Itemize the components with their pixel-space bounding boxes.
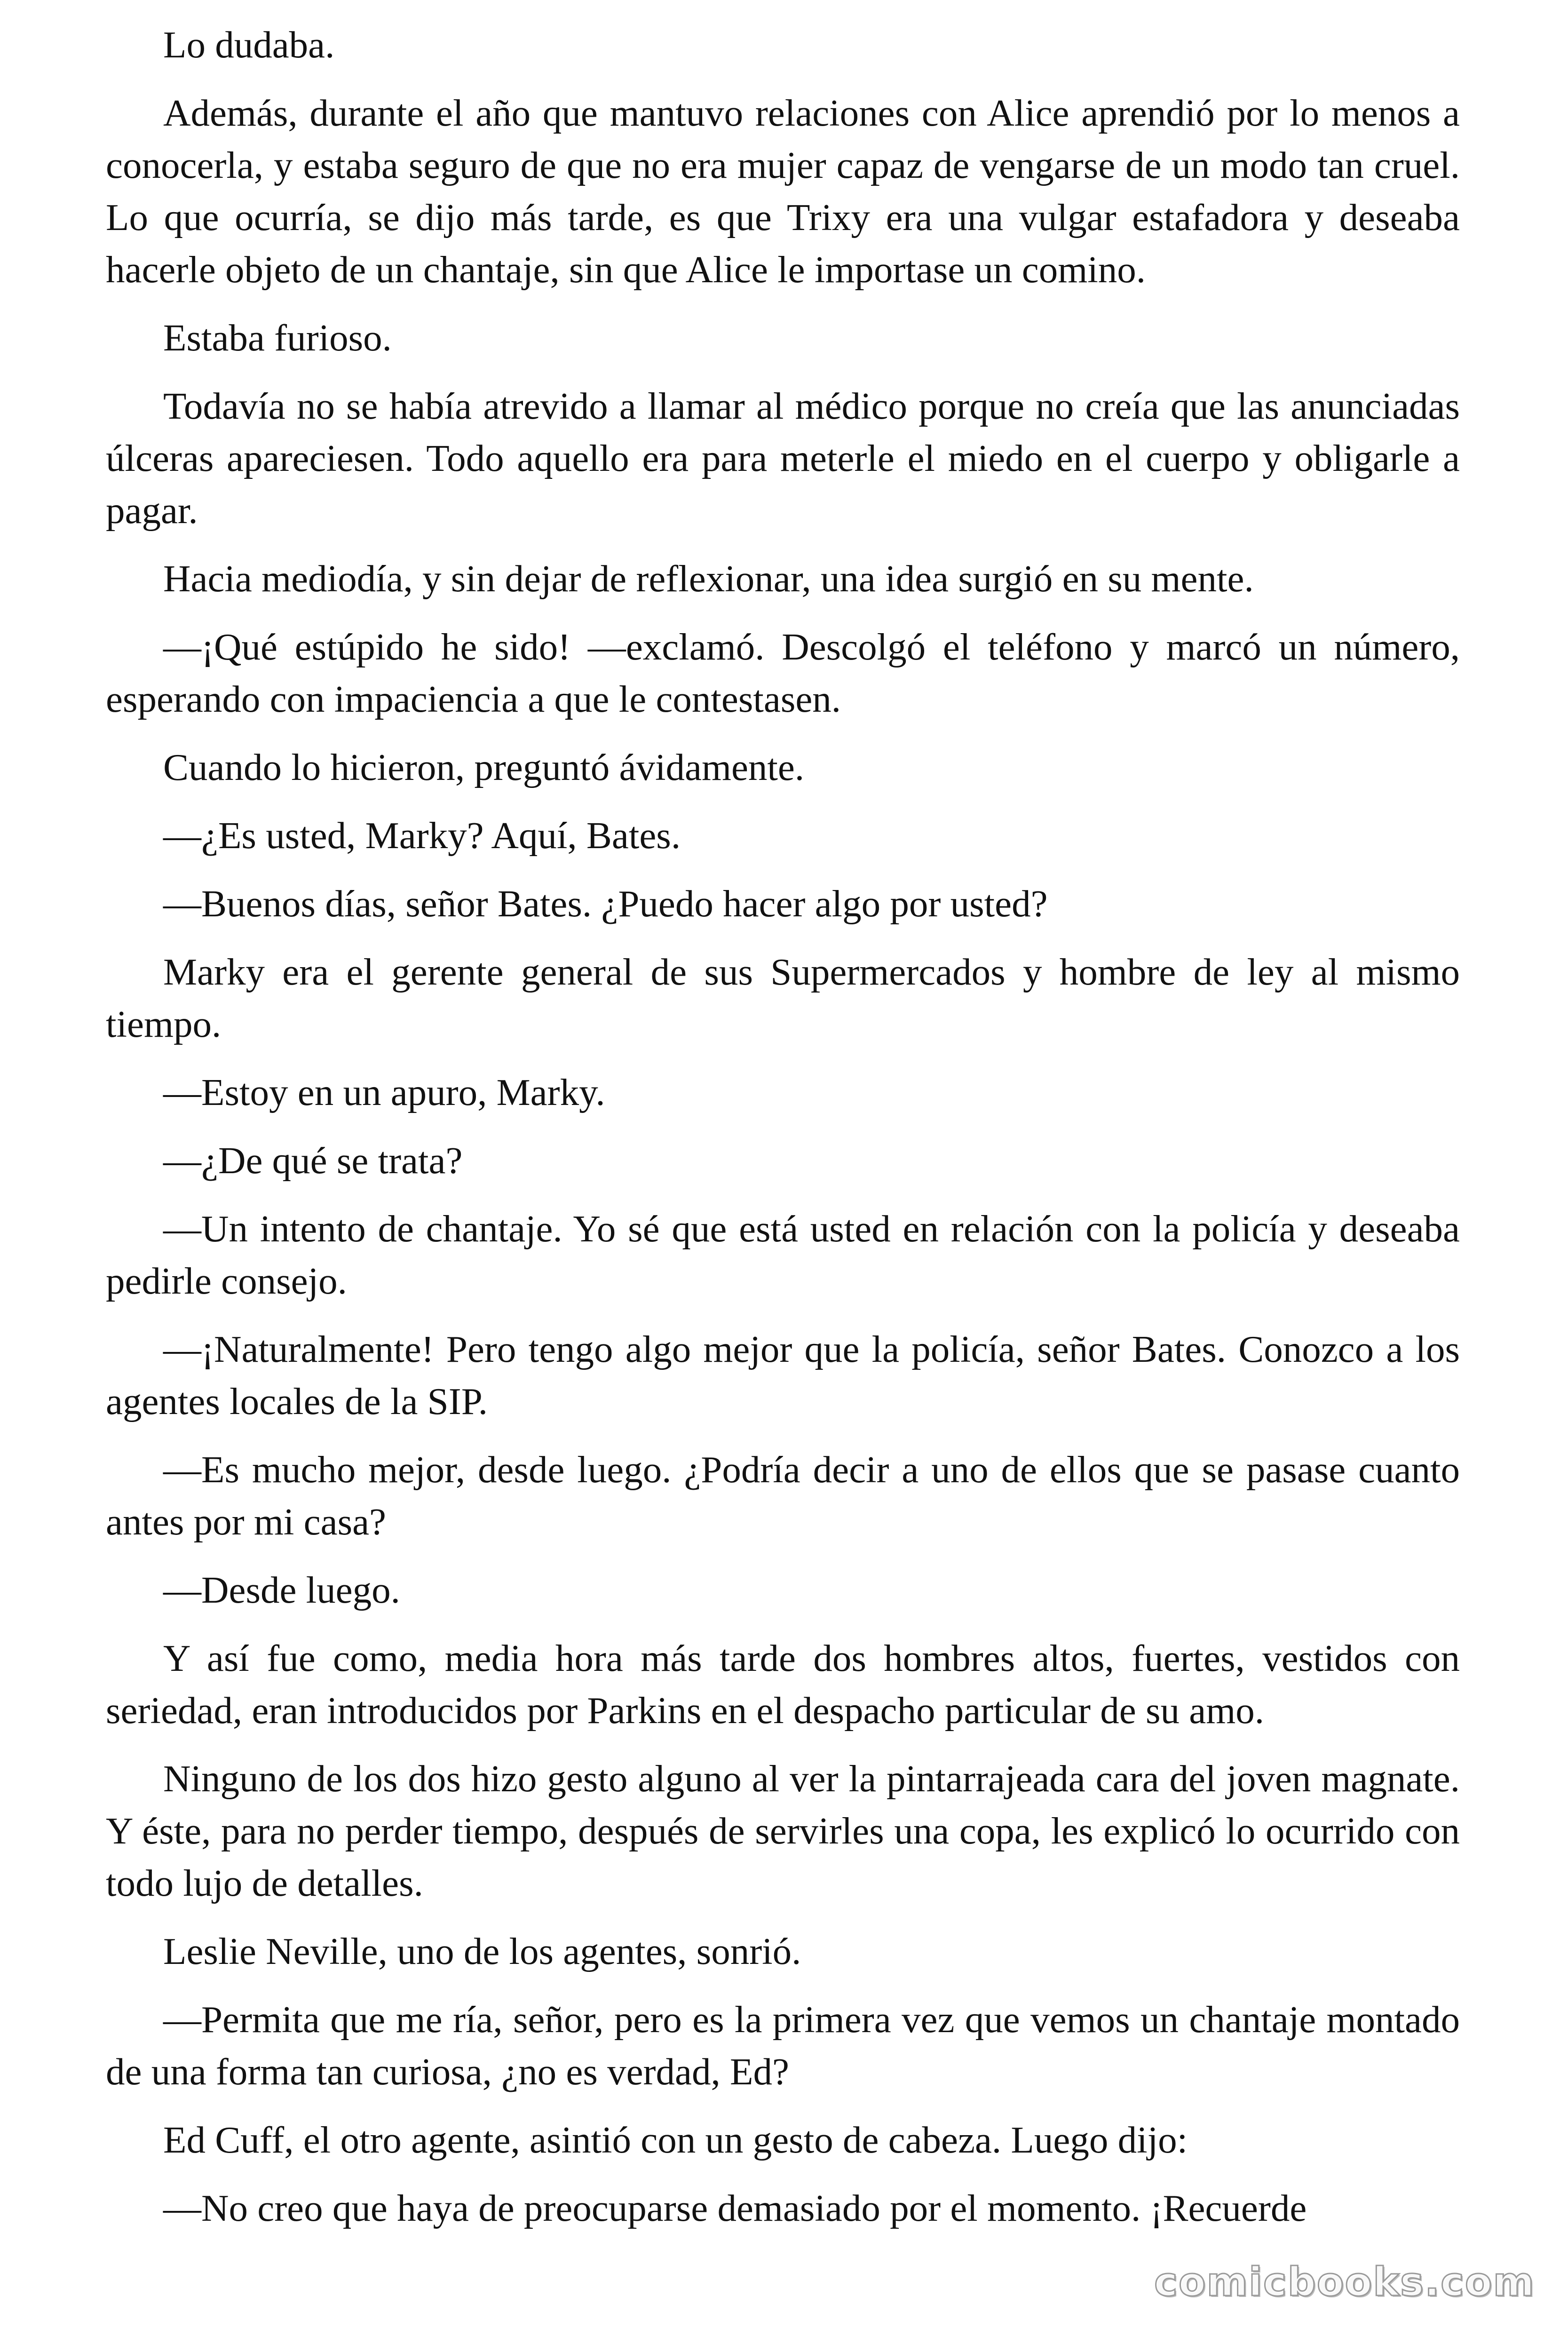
paragraph-17: Y así fue como, media hora más tarde dos hombres altos, fuertes, vestidos con seriedad, eran introducidos por Parkins en el despacho particular de su amo. xyxy=(106,1637,1460,1732)
paragraph-20: —Permita que me ría, señor, pero es la primera vez que vemos un chantaje montado de una forma tan curiosa, ¿no es verdad, Ed? xyxy=(106,1998,1460,2093)
watermark: comicbooks.com xyxy=(1154,2259,1535,2305)
paragraph-21: Ed Cuff, el otro agente, asintió con un gesto de cabeza. Luego dijo: xyxy=(163,2119,1188,2161)
paragraph-16: —Desde luego. xyxy=(163,1569,400,1611)
paragraph-10: Marky era el gerente general de sus Supermercados y hombre de ley al mismo tiempo. xyxy=(106,951,1460,1045)
paragraph-3: Estaba furioso. xyxy=(163,317,392,359)
paragraph-8: —¿Es usted, Marky? Aquí, Bates. xyxy=(163,814,681,857)
paragraph-22: —No creo que haya de preocuparse demasiado por el momento. ¡Recuerde xyxy=(163,2187,1307,2229)
paragraph-2: Además, durante el año que mantuvo relaciones con Alice aprendió por lo menos a conocerla, y estaba seguro de que no era mujer capaz de vengarse de un modo tan cruel. Lo que ocurría, se dijo más tarde, es que Trixy era una vulgar estafadora y deseaba hacerle objeto de un chantaje, sin que Alice le importase un comino. xyxy=(106,92,1460,291)
paragraph-4: Todavía no se había atrevido a llamar al médico porque no creía que las anunciadas úlceras apareciesen. Todo aquello era para meterle el miedo en el cuerpo y obligarle a pagar. xyxy=(106,385,1460,532)
paragraph-15: —Es mucho mejor, desde luego. ¿Podría decir a uno de ellos que se pasase cuanto antes por mi casa? xyxy=(106,1448,1460,1543)
paragraph-5: Hacia mediodía, y sin dejar de reflexionar, una idea surgió en su mente. xyxy=(163,557,1254,600)
paragraph-18: Ninguno de los dos hizo gesto alguno al ver la pintarrajeada cara del joven magnate. Y éste, para no perder tiempo, después de servirles una copa, les explicó lo ocurrido con todo lujo de detalles. xyxy=(106,1757,1460,1904)
paragraph-12: —¿De qué se trata? xyxy=(163,1139,463,1182)
paragraph-1: Lo dudaba. xyxy=(163,24,335,66)
paragraph-14: —¡Naturalmente! Pero tengo algo mejor que la policía, señor Bates. Conozco a los agentes locales de la SIP. xyxy=(106,1328,1460,1422)
paragraph-11: —Estoy en un apuro, Marky. xyxy=(163,1071,605,1113)
paragraph-19: Leslie Neville, uno de los agentes, sonrió. xyxy=(163,1930,801,1972)
paragraph-6: —¡Qué estúpido he sido! —exclamó. Descolgó el teléfono y marcó un número, esperando con impaciencia a que le contestasen. xyxy=(106,626,1460,720)
paragraph-7: Cuando lo hicieron, preguntó ávidamente. xyxy=(163,746,805,788)
paragraph-9: —Buenos días, señor Bates. ¿Puedo hacer algo por usted? xyxy=(163,882,1048,925)
paragraph-13: —Un intento de chantaje. Yo sé que está usted en relación con la policía y deseaba pedirle consejo. xyxy=(106,1208,1460,1302)
